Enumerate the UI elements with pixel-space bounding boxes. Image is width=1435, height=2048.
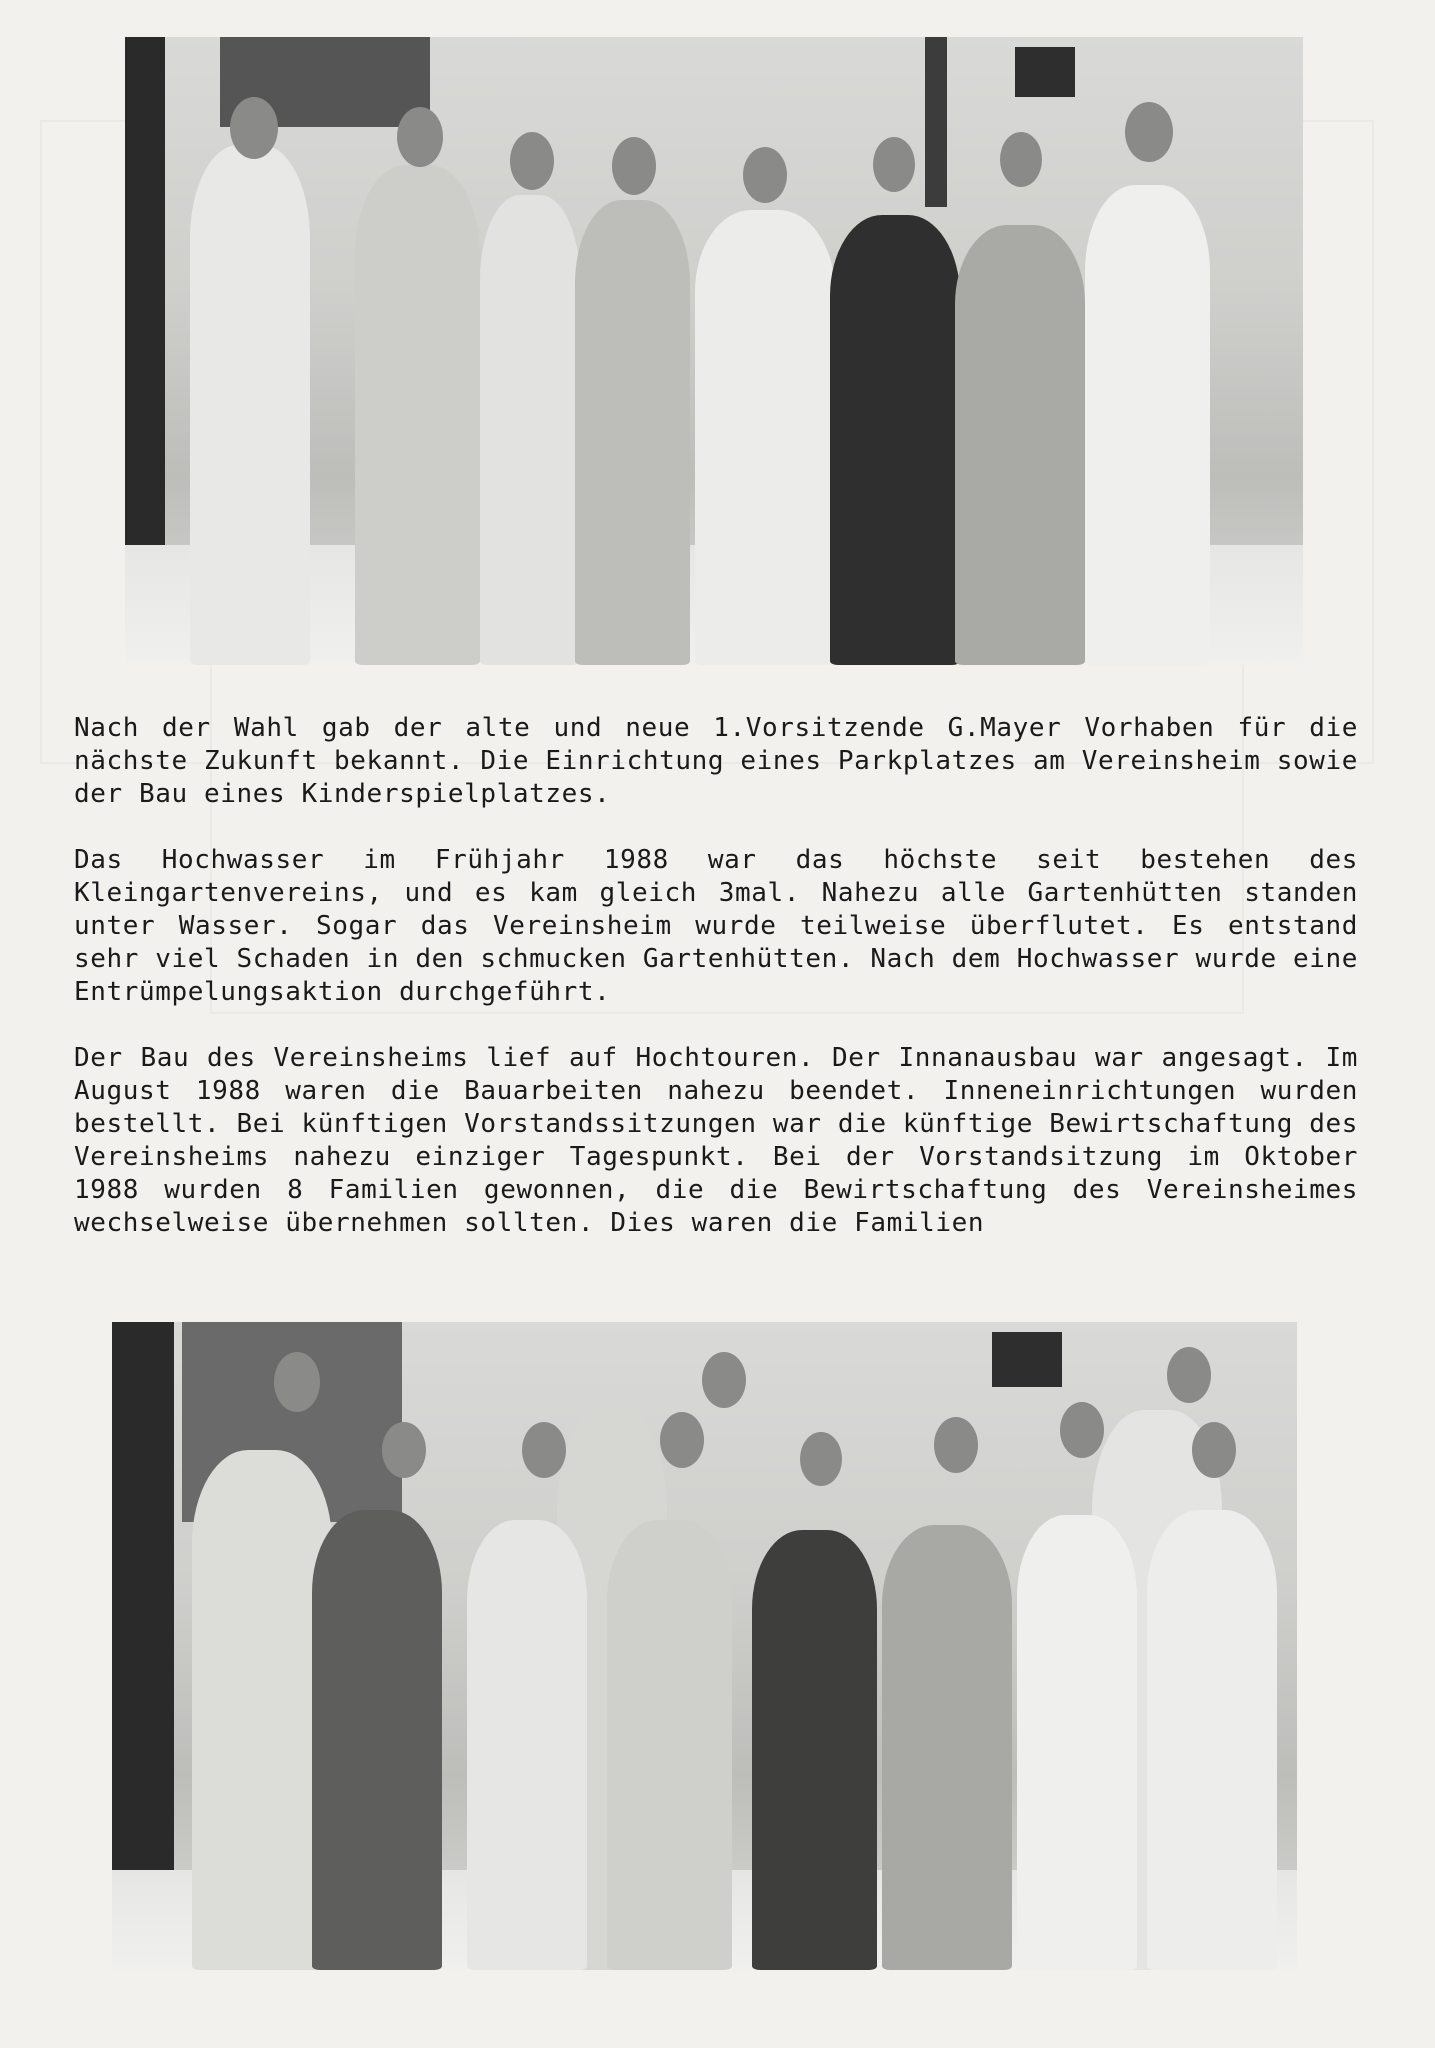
top-group-photo xyxy=(125,37,1303,665)
paragraph-3: Der Bau des Vereinsheims lief auf Hochtouren. Der Innanausbau war angesagt. Im August 1988 waren die Bauarbeiten nahezu beendet. Inneneinrichtungen wurden bestellt. Bei künftigen Vorstandssitzungen war die künftige Bewirtschaftung des Vereinsheims nahezu einziger Tagespunkt. Bei der Vorstandsitzung im Oktober 1988 wurden 8 Familien gewonnen, die die Bewirtschaftung des Vereinsheimes wechselweise übernehmen sollten. Dies waren die Familien xyxy=(74,1043,1359,1238)
body-text xyxy=(74,712,1358,1240)
paragraph-1: Nach der Wahl gab der alte und neue 1.Vorsitzende G.Mayer Vorhaben für die nächste Zukunft bekannt. Die Einrichtung eines Parkplatzes am Vereinsheim sowie der Bau eines Kinderspielplatzes. xyxy=(74,713,1359,809)
paragraph-2: Das Hochwasser im Frühjahr 1988 war das höchste seit bestehen des Kleingartenvereins, und es kam gleich 3mal. Nahezu alle Gartenhütten standen unter Wasser. Sogar das Vereinsheim wurde teilweise überflutet. Es entstand sehr viel Schaden in den schmucken Gartenhütten. Nach dem Hochwasser wurde eine Entrümpelungsaktion durchgeführt. xyxy=(74,845,1359,1007)
bottom-group-photo xyxy=(112,1322,1297,1970)
